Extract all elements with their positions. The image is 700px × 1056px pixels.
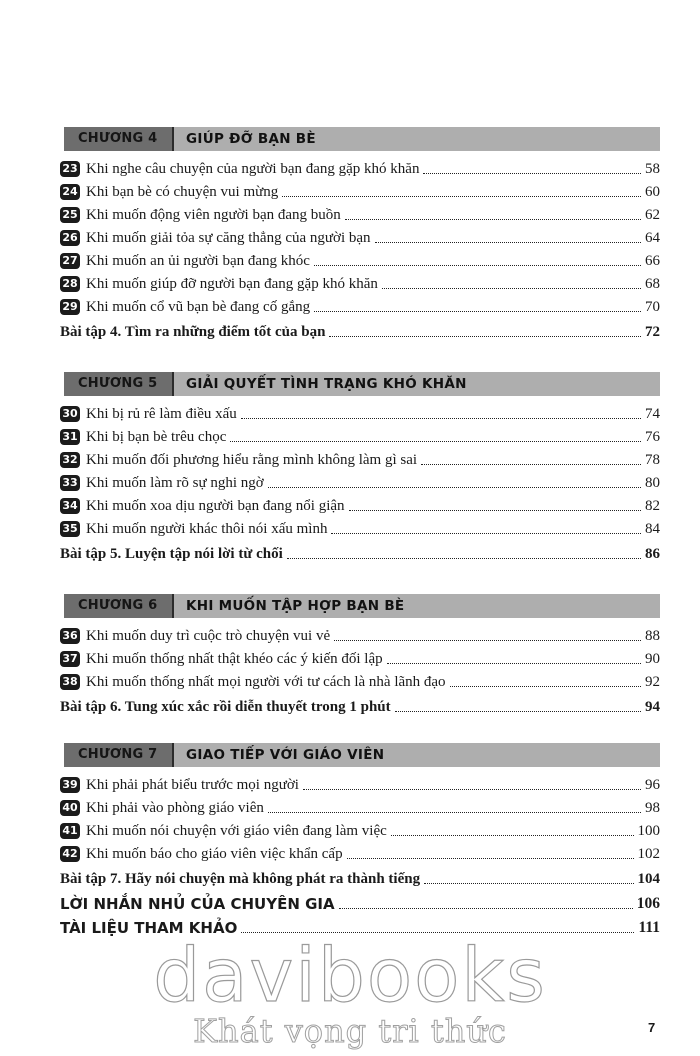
entry-title: Khi muốn an ủi người bạn đang khóc xyxy=(86,253,310,269)
toc-exercise-entry[interactable] xyxy=(60,867,660,889)
entry-number-badge: 27 xyxy=(60,253,80,269)
entry-page: 58 xyxy=(645,161,660,177)
dot-leader xyxy=(347,858,634,859)
toc-entry[interactable] xyxy=(60,670,660,692)
dot-leader xyxy=(329,336,641,337)
dot-leader xyxy=(345,219,641,220)
entry-title: Khi muốn người khác thôi nói xấu mình xyxy=(86,521,328,537)
exercise-title: Bài tập 5. Luyện tập nói lời từ chối xyxy=(60,546,283,562)
dot-leader xyxy=(282,196,641,197)
entry-number-badge: 30 xyxy=(60,406,80,422)
closing-page: 111 xyxy=(638,919,660,936)
entry-page: 82 xyxy=(645,498,660,514)
entry-page: 84 xyxy=(645,521,660,537)
exercise-title: Bài tập 4. Tìm ra những điểm tốt của bạn xyxy=(60,324,326,340)
entry-page: 96 xyxy=(645,777,660,793)
entry-page: 98 xyxy=(645,800,660,816)
dot-leader xyxy=(287,558,641,559)
dot-leader xyxy=(421,464,641,465)
entry-number-badge: 37 xyxy=(60,651,80,667)
entry-title: Khi muốn duy trì cuộc trò chuyện vui vẻ xyxy=(86,628,331,644)
entry-title: Khi muốn cổ vũ bạn bè đang cố gắng xyxy=(86,299,311,315)
toc-entry[interactable] xyxy=(60,203,660,225)
exercise-title: Bài tập 6. Tung xúc xắc rồi diễn thuyết trong 1 phút xyxy=(60,699,391,715)
chapter-title: GIẢI QUYẾT TÌNH TRẠNG KHÓ KHĂN xyxy=(186,376,467,392)
entry-number-badge: 38 xyxy=(60,674,80,690)
entry-title: Khi muốn báo cho giáo viên việc khẩn cấp xyxy=(86,846,343,862)
entry-number-badge: 39 xyxy=(60,777,80,793)
entry-title: Khi muốn xoa dịu người bạn đang nổi giận xyxy=(86,498,345,514)
exercise-title: Bài tập 7. Hãy nói chuyện mà không phát ra thành tiếng xyxy=(60,871,421,887)
toc-entry[interactable] xyxy=(60,180,660,202)
entry-number-badge: 32 xyxy=(60,452,80,468)
entry-page: 68 xyxy=(645,276,660,292)
toc-entry[interactable] xyxy=(60,517,660,539)
entry-page: 78 xyxy=(645,452,660,468)
closing-page: 106 xyxy=(636,895,660,912)
toc-exercise-entry[interactable] xyxy=(60,542,660,564)
exercise-page: 72 xyxy=(645,324,660,340)
entry-title: Khi phải vào phòng giáo viên xyxy=(86,800,264,816)
entry-page: 102 xyxy=(637,846,660,862)
entry-number-badge: 24 xyxy=(60,184,80,200)
entry-page: 76 xyxy=(645,429,660,445)
entry-number-badge: 26 xyxy=(60,230,80,246)
entry-number-badge: 31 xyxy=(60,429,80,445)
dot-leader xyxy=(349,510,641,511)
dot-leader xyxy=(391,835,634,836)
exercise-page: 86 xyxy=(645,546,660,562)
entry-title: Khi muốn đối phương hiểu rằng mình không làm gì sai xyxy=(86,452,418,468)
dot-leader xyxy=(450,686,641,687)
toc-exercise-entry[interactable] xyxy=(60,320,660,342)
entry-title: Khi muốn nói chuyện với giáo viên đang làm việc xyxy=(86,823,387,839)
toc-exercise-entry[interactable] xyxy=(60,695,660,717)
chapter-header xyxy=(64,372,660,396)
entry-page: 60 xyxy=(645,184,660,200)
dot-leader xyxy=(424,883,633,884)
dot-leader xyxy=(334,640,641,641)
chapter-label: CHƯƠNG 4 xyxy=(64,127,174,151)
entry-title: Khi nghe câu chuyện của người bạn đang gặp khó khăn xyxy=(86,161,420,177)
dot-leader xyxy=(423,173,641,174)
toc-entry[interactable] xyxy=(60,842,660,864)
closing-title: LỜI NHẮN NHỦ CỦA CHUYÊN GIA xyxy=(60,895,335,913)
toc-closing-entry[interactable] xyxy=(60,892,660,914)
chapter-title: KHI MUỐN TẬP HỢP BẠN BÈ xyxy=(186,598,405,614)
dot-leader xyxy=(268,812,641,813)
toc-entry[interactable] xyxy=(60,448,660,470)
entry-title: Khi muốn thống nhất mọi người với tư cách là nhà lãnh đạo xyxy=(86,674,446,690)
toc-entry[interactable] xyxy=(60,425,660,447)
chapter-label: CHƯƠNG 5 xyxy=(64,372,174,396)
toc-entry[interactable] xyxy=(60,471,660,493)
entry-number-badge: 41 xyxy=(60,823,80,839)
entry-page: 100 xyxy=(637,823,660,839)
entry-page: 74 xyxy=(645,406,660,422)
chapter-header xyxy=(64,594,660,618)
chapter-header xyxy=(64,743,660,767)
dot-leader xyxy=(268,487,641,488)
entry-page: 70 xyxy=(645,299,660,315)
closing-title: TÀI LIỆU THAM KHẢO xyxy=(60,919,238,937)
dot-leader xyxy=(375,242,641,243)
dot-leader xyxy=(303,789,641,790)
entry-page: 64 xyxy=(645,230,660,246)
toc-entry[interactable] xyxy=(60,796,660,818)
entry-title: Khi bị rủ rê làm điều xấu xyxy=(86,406,237,422)
exercise-page: 94 xyxy=(645,699,660,715)
entry-number-badge: 35 xyxy=(60,521,80,537)
chapter-label: CHƯƠNG 7 xyxy=(64,743,174,767)
exercise-page: 104 xyxy=(637,871,660,887)
watermark-tagline: Khát vọng tri thức xyxy=(193,1012,507,1050)
dot-leader xyxy=(241,418,641,419)
chapter-label: CHƯƠNG 6 xyxy=(64,594,174,618)
dot-leader xyxy=(382,288,641,289)
entry-page: 66 xyxy=(645,253,660,269)
entry-page: 88 xyxy=(645,628,660,644)
toc-entry[interactable] xyxy=(60,249,660,271)
dot-leader xyxy=(314,265,641,266)
toc-entry[interactable] xyxy=(60,624,660,646)
entry-number-badge: 29 xyxy=(60,299,80,315)
chapter-title: GIAO TIẾP VỚI GIÁO VIÊN xyxy=(186,747,385,763)
toc-entry[interactable] xyxy=(60,494,660,516)
entry-number-badge: 33 xyxy=(60,475,80,491)
dot-leader xyxy=(339,908,633,909)
entry-page: 62 xyxy=(645,207,660,223)
toc-entry[interactable] xyxy=(60,773,660,795)
entry-number-badge: 42 xyxy=(60,846,80,862)
entry-number-badge: 28 xyxy=(60,276,80,292)
entry-page: 92 xyxy=(645,674,660,690)
entry-title: Khi muốn động viên người bạn đang buồn xyxy=(86,207,341,223)
entry-title: Khi muốn giải tỏa sự căng thẳng của người bạn xyxy=(86,230,371,246)
chapter-header xyxy=(64,127,660,151)
entry-page: 80 xyxy=(645,475,660,491)
toc-entry[interactable] xyxy=(60,226,660,248)
entry-title: Khi muốn làm rõ sự nghi ngờ xyxy=(86,475,264,491)
watermark-brand: davibooks xyxy=(153,933,547,1019)
toc-entry[interactable] xyxy=(60,647,660,669)
dot-leader xyxy=(314,311,641,312)
toc-entry[interactable] xyxy=(60,295,660,317)
entry-number-badge: 34 xyxy=(60,498,80,514)
entry-number-badge: 25 xyxy=(60,207,80,223)
entry-title: Khi muốn giúp đỡ người bạn đang gặp khó khăn xyxy=(86,276,378,292)
entry-title: Khi muốn thống nhất thật khéo các ý kiến đối lập xyxy=(86,651,383,667)
entry-number-badge: 23 xyxy=(60,161,80,177)
toc-entry[interactable] xyxy=(60,819,660,841)
entry-title: Khi bị bạn bè trêu chọc xyxy=(86,429,227,445)
dot-leader xyxy=(387,663,641,664)
entry-number-badge: 36 xyxy=(60,628,80,644)
toc-entry[interactable] xyxy=(60,402,660,424)
entry-title: Khi bạn bè có chuyện vui mừng xyxy=(86,184,279,200)
entry-title: Khi phải phát biểu trước mọi người xyxy=(86,777,299,793)
entry-page: 90 xyxy=(645,651,660,667)
dot-leader xyxy=(395,711,641,712)
toc-entry[interactable] xyxy=(60,272,660,294)
toc-entry[interactable] xyxy=(60,157,660,179)
dot-leader xyxy=(230,441,641,442)
entry-number-badge: 40 xyxy=(60,800,80,816)
chapter-title: GIÚP ĐỠ BẠN BÈ xyxy=(186,131,316,147)
page-number: 7 xyxy=(648,1020,656,1035)
dot-leader xyxy=(331,533,641,534)
